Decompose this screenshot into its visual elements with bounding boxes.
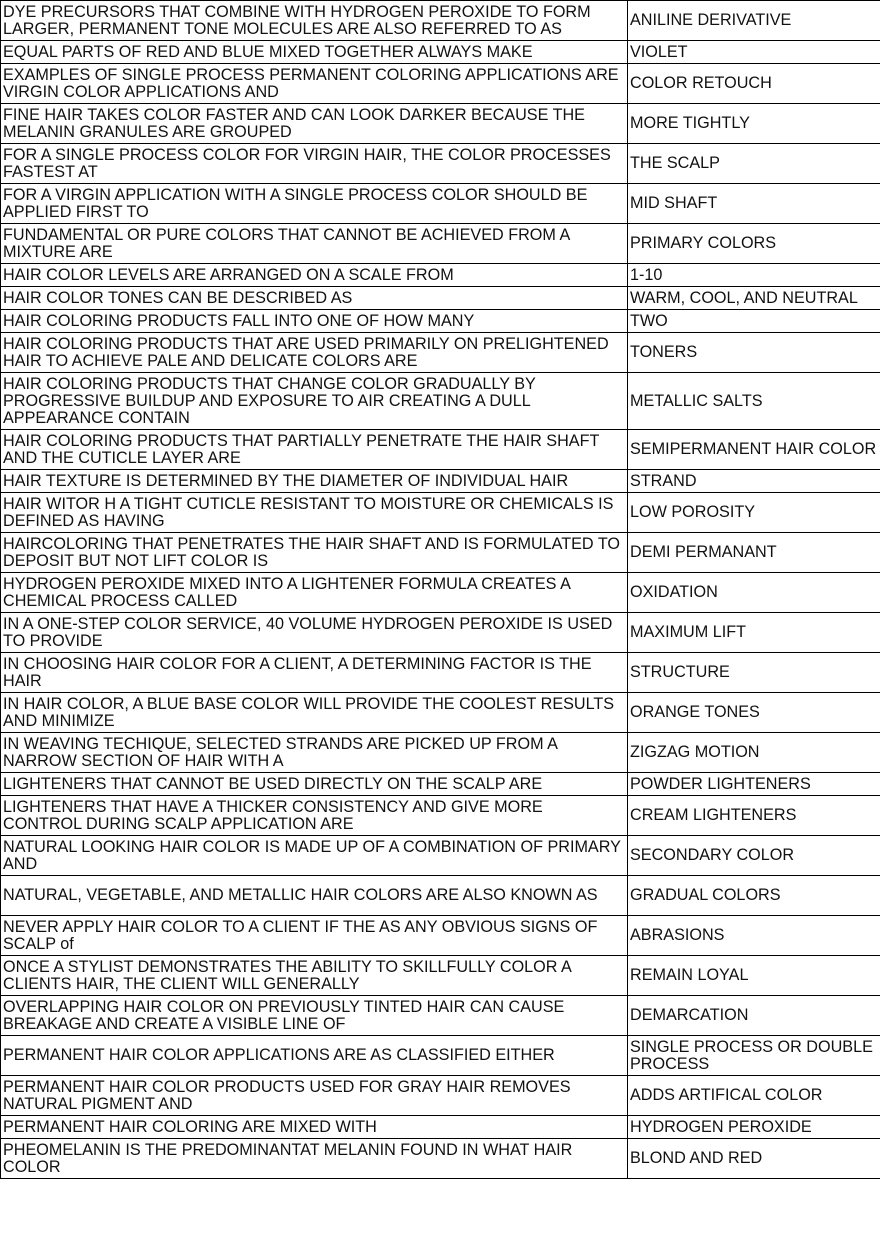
answer-cell: STRUCTURE (628, 653, 880, 693)
question-cell: IN A ONE-STEP COLOR SERVICE, 40 VOLUME HYDROGEN PEROXIDE IS USED TO PROVIDE (1, 613, 628, 653)
table-row (1, 184, 880, 224)
answer-cell: SEMIPERMANENT HAIR COLOR (628, 430, 880, 470)
table-row (1, 613, 880, 653)
answer-cell: WARM, COOL, AND NEUTRAL (628, 287, 880, 310)
answer-cell: GRADUAL COLORS (628, 876, 880, 916)
table-row (1, 144, 880, 184)
question-cell: DYE PRECURSORS THAT COMBINE WITH HYDROGEN PEROXIDE TO FORM LARGER, PERMANENT TONE MOLECULES ARE ALSO REFERRED TO AS (1, 1, 628, 41)
table-row (1, 1, 880, 41)
question-cell: LIGHTENERS THAT HAVE A THICKER CONSISTENCY AND GIVE MORE CONTROL DURING SCALP APPLICATION ARE (1, 796, 628, 836)
question-cell: HAIR COLOR LEVELS ARE ARRANGED ON A SCALE FROM (1, 264, 628, 287)
answer-cell: 1-10 (628, 264, 880, 287)
answer-cell: LOW POROSITY (628, 493, 880, 533)
table-row (1, 310, 880, 333)
question-cell: HAIR COLORING PRODUCTS FALL INTO ONE OF HOW MANY (1, 310, 628, 333)
question-cell: HAIR WITOR H A TIGHT CUTICLE RESISTANT TO MOISTURE OR CHEMICALS IS DEFINED AS HAVING (1, 493, 628, 533)
table-row (1, 573, 880, 613)
question-cell: FINE HAIR TAKES COLOR FASTER AND CAN LOOK DARKER BECAUSE THE MELANIN GRANULES ARE GROUPED (1, 104, 628, 144)
answer-cell: ANILINE DERIVATIVE (628, 1, 880, 41)
answer-cell: DEMARCATION (628, 996, 880, 1036)
question-cell: PERMANENT HAIR COLOR APPLICATIONS ARE AS CLASSIFIED EITHER (1, 1036, 628, 1076)
table-row (1, 533, 880, 573)
table-row (1, 796, 880, 836)
question-cell: EXAMPLES OF SINGLE PROCESS PERMANENT COLORING APPLICATIONS ARE VIRGIN COLOR APPLICATIONS AND (1, 64, 628, 104)
question-cell: FUNDAMENTAL OR PURE COLORS THAT CANNOT BE ACHIEVED FROM A MIXTURE ARE (1, 224, 628, 264)
question-cell: HAIR COLORING PRODUCTS THAT CHANGE COLOR GRADUALLY BY PROGRESSIVE BUILDUP AND EXPOSURE TO AIR CREATING A DULL APPEARANCE CONTAIN (1, 373, 628, 430)
table-row (1, 41, 880, 64)
table-row (1, 916, 880, 956)
table-row (1, 956, 880, 996)
answer-cell: PRIMARY COLORS (628, 224, 880, 264)
answer-cell: STRAND (628, 470, 880, 493)
answer-cell: MAXIMUM LIFT (628, 613, 880, 653)
question-cell: PHEOMELANIN IS THE PREDOMINANTAT MELANIN FOUND IN WHAT HAIR COLOR (1, 1139, 628, 1179)
answer-cell: ZIGZAG MOTION (628, 733, 880, 773)
answer-cell: METALLIC SALTS (628, 373, 880, 430)
answer-cell: TWO (628, 310, 880, 333)
question-cell: HAIR COLOR TONES CAN BE DESCRIBED AS (1, 287, 628, 310)
answer-cell: COLOR RETOUCH (628, 64, 880, 104)
answer-cell: DEMI PERMANANT (628, 533, 880, 573)
table-row (1, 333, 880, 373)
table-row (1, 64, 880, 104)
question-cell: HAIRCOLORING THAT PENETRATES THE HAIR SHAFT AND IS FORMULATED TO DEPOSIT BUT NOT LIFT COLOR IS (1, 533, 628, 573)
answer-cell: SECONDARY COLOR (628, 836, 880, 876)
question-cell: FOR A SINGLE PROCESS COLOR FOR VIRGIN HAIR, THE COLOR PROCESSES FASTEST AT (1, 144, 628, 184)
question-cell: PERMANENT HAIR COLORING ARE MIXED WITH (1, 1116, 628, 1139)
answer-cell: SINGLE PROCESS OR DOUBLE PROCESS (628, 1036, 880, 1076)
table-row (1, 373, 880, 430)
table-row (1, 470, 880, 493)
table-row (1, 733, 880, 773)
question-cell: HAIR COLORING PRODUCTS THAT ARE USED PRIMARILY ON PRELIGHTENED HAIR TO ACHIEVE PALE AND DELICATE COLORS ARE (1, 333, 628, 373)
answer-cell: OXIDATION (628, 573, 880, 613)
question-cell: HYDROGEN PEROXIDE MIXED INTO A LIGHTENER FORMULA CREATES A CHEMICAL PROCESS CALLED (1, 573, 628, 613)
answer-cell: HYDROGEN PEROXIDE (628, 1116, 880, 1139)
answer-cell: VIOLET (628, 41, 880, 64)
answer-cell: POWDER LIGHTENERS (628, 773, 880, 796)
table-row (1, 264, 880, 287)
question-cell: LIGHTENERS THAT CANNOT BE USED DIRECTLY ON THE SCALP ARE (1, 773, 628, 796)
table-row (1, 876, 880, 916)
answer-cell: BLOND AND RED (628, 1139, 880, 1179)
question-cell: HAIR TEXTURE IS DETERMINED BY THE DIAMETER OF INDIVIDUAL HAIR (1, 470, 628, 493)
answer-cell: MORE TIGHTLY (628, 104, 880, 144)
question-cell: PERMANENT HAIR COLOR PRODUCTS USED FOR GRAY HAIR REMOVES NATURAL PIGMENT AND (1, 1076, 628, 1116)
answer-cell: ORANGE TONES (628, 693, 880, 733)
table-row (1, 493, 880, 533)
table-row (1, 836, 880, 876)
table-row (1, 224, 880, 264)
question-cell: NEVER APPLY HAIR COLOR TO A CLIENT IF THE AS ANY OBVIOUS SIGNS OF SCALP of (1, 916, 628, 956)
question-cell: EQUAL PARTS OF RED AND BLUE MIXED TOGETHER ALWAYS MAKE (1, 41, 628, 64)
table-row (1, 287, 880, 310)
answer-cell: REMAIN LOYAL (628, 956, 880, 996)
question-cell: OVERLAPPING HAIR COLOR ON PREVIOUSLY TINTED HAIR CAN CAUSE BREAKAGE AND CREATE A VISIBLE LINE OF (1, 996, 628, 1036)
question-cell: ONCE A STYLIST DEMONSTRATES THE ABILITY TO SKILLFULLY COLOR A CLIENTS HAIR, THE CLIENT WILL GENERALLY (1, 956, 628, 996)
table-row (1, 653, 880, 693)
table-row (1, 430, 880, 470)
question-cell: HAIR COLORING PRODUCTS THAT PARTIALLY PENETRATE THE HAIR SHAFT AND THE CUTICLE LAYER ARE (1, 430, 628, 470)
answer-cell: THE SCALP (628, 144, 880, 184)
question-cell: NATURAL, VEGETABLE, AND METALLIC HAIR COLORS ARE ALSO KNOWN AS (1, 876, 628, 916)
question-cell: IN CHOOSING HAIR COLOR FOR A CLIENT, A DETERMINING FACTOR IS THE HAIR (1, 653, 628, 693)
question-cell: FOR A VIRGIN APPLICATION WITH A SINGLE PROCESS COLOR SHOULD BE APPLIED FIRST TO (1, 184, 628, 224)
answer-cell: ADDS ARTIFICAL COLOR (628, 1076, 880, 1116)
answer-cell: TONERS (628, 333, 880, 373)
answer-cell: MID SHAFT (628, 184, 880, 224)
question-cell: IN WEAVING TECHIQUE, SELECTED STRANDS ARE PICKED UP FROM A NARROW SECTION OF HAIR WITH A (1, 733, 628, 773)
table-row (1, 1116, 880, 1139)
table-row (1, 1139, 880, 1179)
answer-cell: ABRASIONS (628, 916, 880, 956)
table-row (1, 773, 880, 796)
table-row (1, 693, 880, 733)
question-cell: NATURAL LOOKING HAIR COLOR IS MADE UP OF A COMBINATION OF PRIMARY AND (1, 836, 628, 876)
table-row (1, 1036, 880, 1076)
table-row (1, 1076, 880, 1116)
table-row (1, 996, 880, 1036)
question-cell: IN HAIR COLOR, A BLUE BASE COLOR WILL PROVIDE THE COOLEST RESULTS AND MINIMIZE (1, 693, 628, 733)
answer-cell: CREAM LIGHTENERS (628, 796, 880, 836)
table-row (1, 104, 880, 144)
